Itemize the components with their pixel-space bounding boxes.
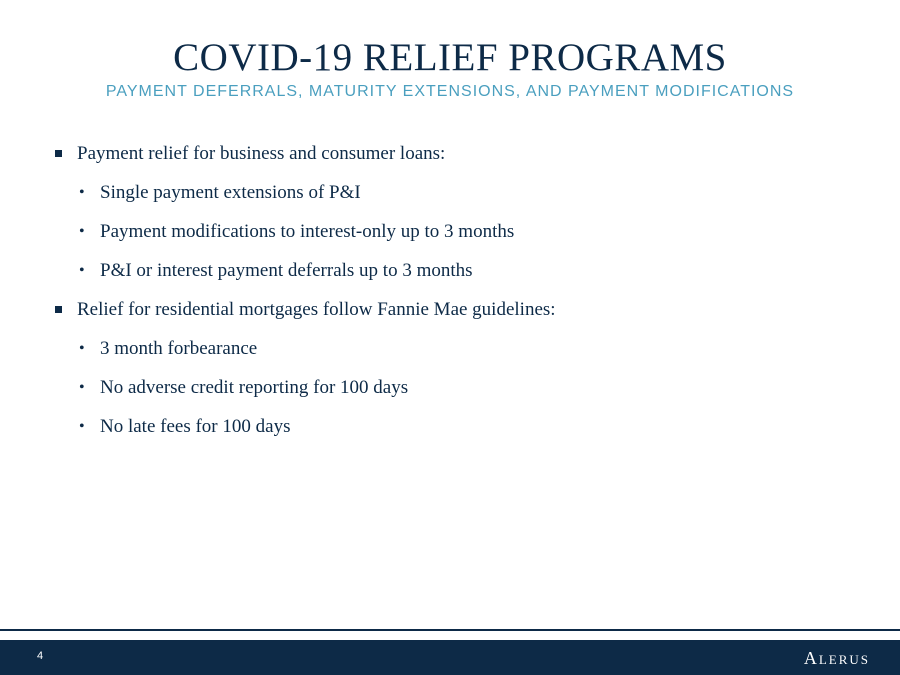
main-bullet-residential-mortgages <box>55 298 855 322</box>
sub-bullet <box>55 376 855 400</box>
sub-bullet-text: 3 month forbearance <box>100 338 258 359</box>
main-bullet-text: Payment relief for business and consumer loans: <box>77 143 446 164</box>
square-bullet-icon <box>55 306 62 313</box>
sub-list-business-loans <box>55 181 855 283</box>
sub-bullet-text: P&I or interest payment deferrals up to 3 months <box>100 260 473 281</box>
round-bullet-icon: • <box>79 184 85 201</box>
sub-bullet <box>55 337 855 361</box>
sub-bullet <box>55 181 855 205</box>
sub-bullet <box>55 259 855 283</box>
slide-subtitle: PAYMENT DEFERRALS, MATURITY EXTENSIONS, AND PAYMENT MODIFICATIONS <box>105 83 795 100</box>
sub-bullet <box>55 415 855 439</box>
sub-bullet-text: No late fees for 100 days <box>100 416 291 437</box>
square-bullet-icon <box>55 150 62 157</box>
round-bullet-icon: • <box>79 223 85 240</box>
page-number: 4 <box>37 650 44 662</box>
sub-bullet-text: Single payment extensions of P&I <box>100 182 361 203</box>
round-bullet-icon: • <box>79 418 85 435</box>
sub-bullet-text: Payment modifications to interest-only up to 3 months <box>100 221 515 242</box>
round-bullet-icon: • <box>79 340 85 357</box>
slide-title: COVID-19 RELIEF PROGRAMS <box>173 36 727 79</box>
sub-bullet-text: No adverse credit reporting for 100 days <box>100 377 409 398</box>
footer-bar <box>0 640 900 675</box>
main-bullet-business-loans <box>55 142 855 166</box>
bullet-content <box>55 142 855 454</box>
alerus-logo: Alerus <box>803 648 870 668</box>
main-bullet-text: Relief for residential mortgages follow Fannie Mae guidelines: <box>77 299 556 320</box>
footer-divider <box>0 629 900 631</box>
round-bullet-icon: • <box>79 262 85 279</box>
round-bullet-icon: • <box>79 379 85 396</box>
sub-bullet <box>55 220 855 244</box>
sub-list-residential-mortgages <box>55 337 855 439</box>
